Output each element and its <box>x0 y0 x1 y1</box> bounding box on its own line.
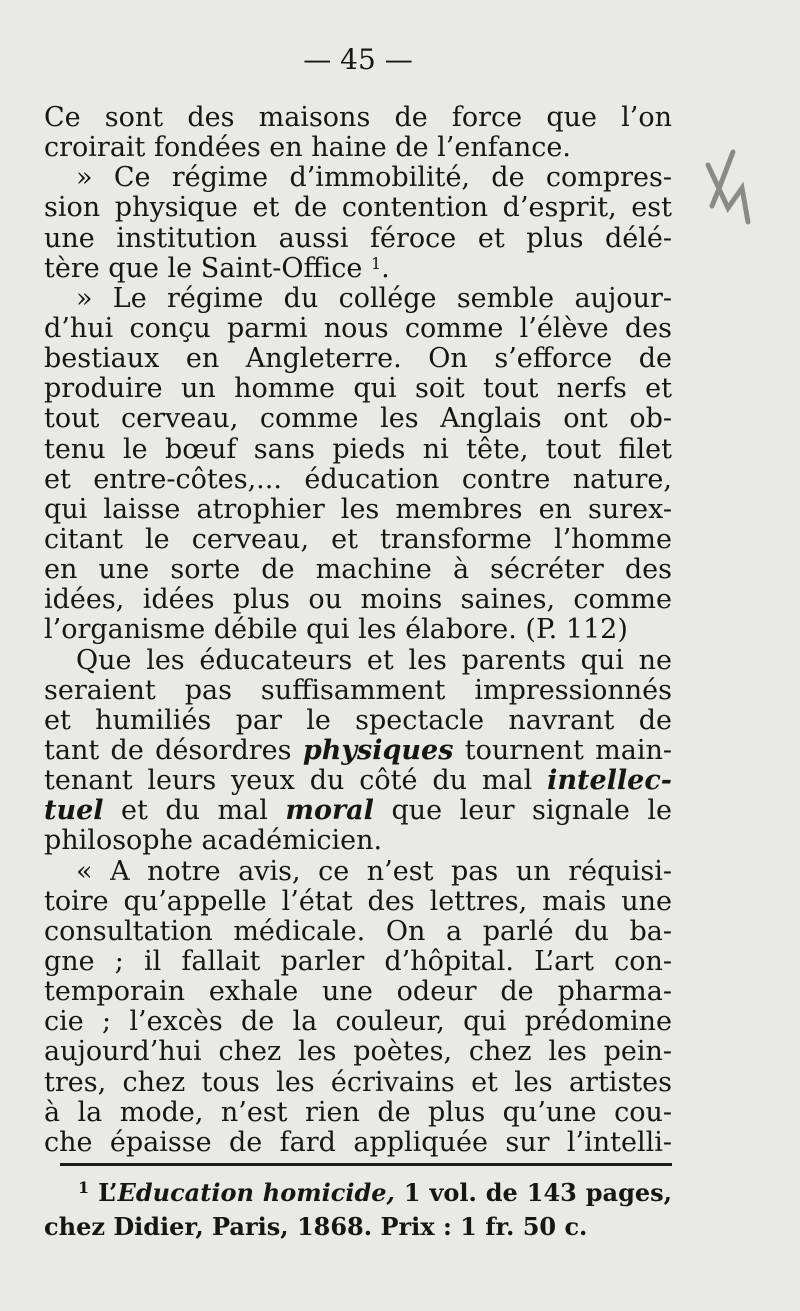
italic-phrase: physiques <box>302 734 454 766</box>
footnote-line: $^1$ L’Education homicide, 1 vol. de 143 pages, <box>78 1178 673 1207</box>
text-line: et humiliés par le spectacle navrant de <box>44 704 672 736</box>
text-line: Ce sont des maisons de force que l’on <box>44 102 672 133</box>
text-line: » Ce régime d’immobilité, de compres- <box>76 162 672 194</box>
footnote-line: chez Didier, Paris, 1868. Prix : 1 fr. 50 c. <box>44 1212 588 1241</box>
text-line: tres, chez tous les écrivains et les artistes <box>44 1066 672 1098</box>
text-line: tout cerveau, comme les Anglais ont ob- <box>44 403 672 435</box>
text-line: gne ; il fallait parler d’hôpital. L’art con- <box>44 945 672 977</box>
text-line: produire un homme qui soit tout nerfs et <box>44 373 672 405</box>
body-text <box>44 103 672 1158</box>
text-line: citant le cerveau, et transforme l’homme <box>44 523 672 555</box>
text-line: d’hui conçu parmi nous comme l’élève des <box>44 312 672 344</box>
footnote-divider <box>60 1163 672 1166</box>
text-line: tenu le bœuf sans pieds ni tête, tout filet <box>44 433 672 465</box>
text-line: croirait fondées en haine de l’enfance. <box>44 132 571 164</box>
text-line: che épaisse de fard appliquée sur l’intelli- <box>44 1126 672 1158</box>
text-line: l’organisme débile qui les élabore. (P. 112) <box>44 614 628 646</box>
text-line: seraient pas suffisamment impressionnés <box>44 674 672 706</box>
text-line: aujourd’hui chez les poètes, chez les pein- <box>44 1036 672 1068</box>
book-page <box>44 0 672 1311</box>
text-line: une institution aussi féroce et plus délé- <box>44 222 672 254</box>
text-line: et entre-côtes,... éducation contre nature, <box>44 463 672 495</box>
footnote <box>44 1176 672 1244</box>
text-line: sion physique et de contention d’esprit, est <box>44 192 672 224</box>
text-line: consultation médicale. On a parlé du ba- <box>44 915 672 947</box>
italic-phrase: tuel <box>44 795 104 827</box>
text-line: « A notre avis, ce n’est pas un réquisi- <box>76 855 672 887</box>
text-line: en une sorte de machine à sécréter des <box>44 554 672 586</box>
text-line: qui laisse atrophier les membres en surex- <box>44 493 672 525</box>
footnote-marker: 1 <box>78 1178 90 1197</box>
text-line: tuel et du mal moral que leur signale le <box>44 795 672 827</box>
text-line: bestiaux en Angleterre. On s’efforce de <box>44 343 672 375</box>
text-line: toire qu’appelle l’état des lettres, mais une <box>44 885 672 917</box>
text-line: tant de désordres physiques tournent main- <box>44 734 672 766</box>
text-line: Que les éducateurs et les parents qui ne <box>76 644 672 676</box>
italic-phrase: intellec- <box>547 765 672 797</box>
text-line: philosophe académicien. <box>44 825 383 857</box>
text-line: » Le régime du collége semble aujour- <box>76 282 672 314</box>
text-line: tenant leurs yeux du côté du mal intellec- <box>44 765 672 797</box>
text-line: à la mode, n’est rien de plus qu’une cou- <box>44 1096 672 1128</box>
italic-phrase: moral <box>285 795 374 827</box>
text-line: tère que le Saint-Office $^1$. <box>44 252 390 284</box>
text-line: idées, idées plus ou moins saines, comme <box>44 584 672 616</box>
footnote-ref: 1 <box>370 253 382 273</box>
text-line: cie ; l’excès de la couleur, qui prédomine <box>44 1006 672 1038</box>
text-line: temporain exhale une odeur de pharma- <box>44 976 672 1008</box>
page-number: — 45 — <box>303 43 413 76</box>
footnote-title: Education homicide, <box>117 1178 395 1207</box>
